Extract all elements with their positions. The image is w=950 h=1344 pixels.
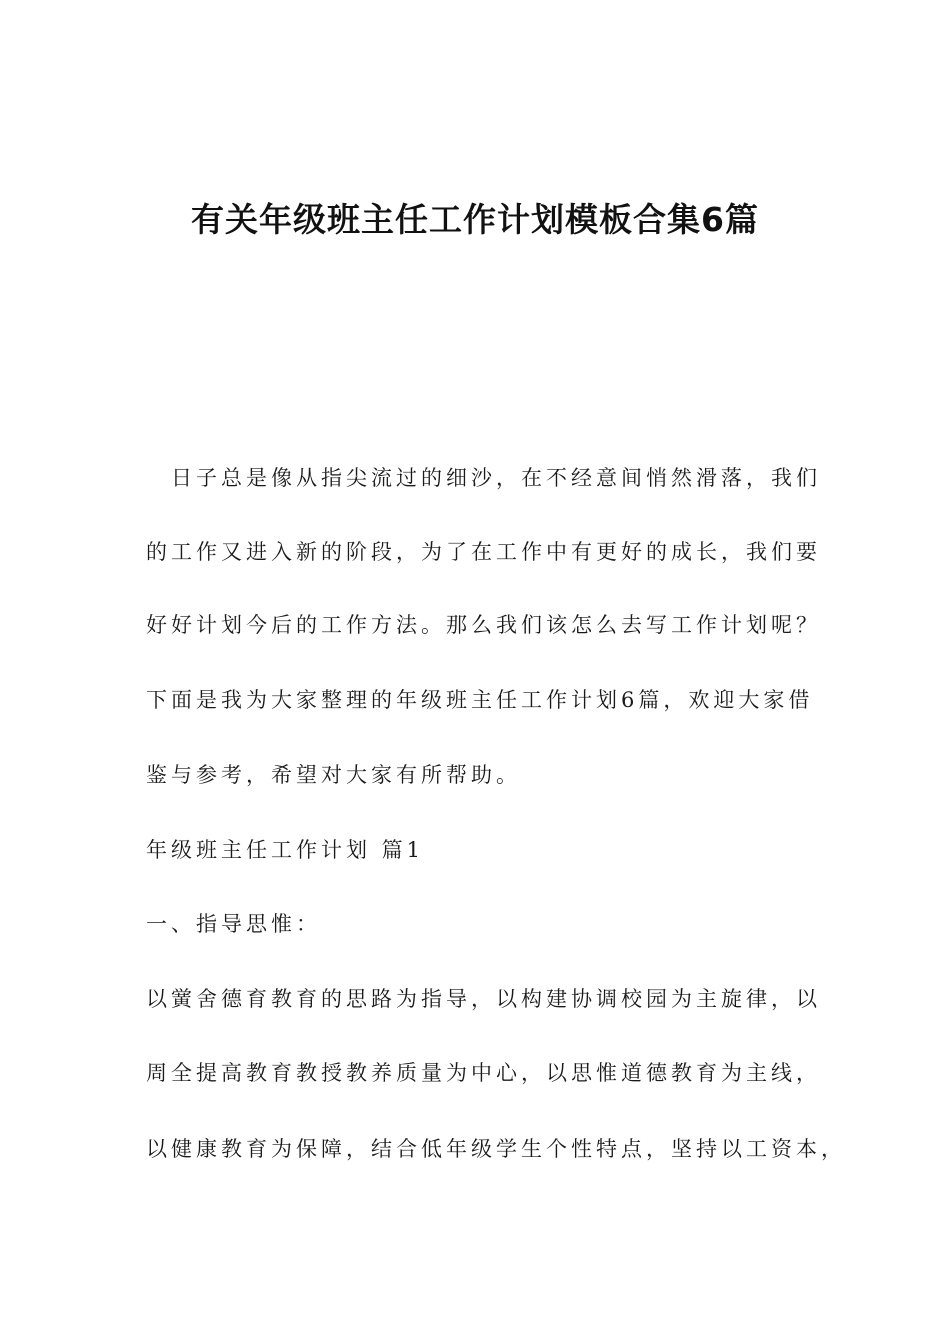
document-title: 有关年级班主任工作计划模板合集6篇 xyxy=(191,200,759,239)
paragraph-line: 周全提高教育教授教养质量为中心，以思惟道德教育为主线， xyxy=(146,1061,821,1085)
subsection-heading: 一、指导思惟： xyxy=(146,912,321,936)
section-heading: 年级班主任工作计划 篇1 xyxy=(146,838,425,862)
paragraph-line: 好好计划今后的工作方法。那么我们该怎么去写工作计划呢？ xyxy=(146,613,821,637)
paragraph-line: 鉴与参考，希望对大家有所帮助。 xyxy=(146,763,521,787)
paragraph-line: 的工作又进入新的阶段，为了在工作中有更好的成长，我们要 xyxy=(146,540,821,564)
paragraph-line: 以黉舍德育教育的思路为指导，以构建协调校园为主旋律，以 xyxy=(146,987,821,1011)
paragraph-line: 日子总是像从指尖流过的细沙，在不经意间悄然滑落，我们 xyxy=(146,466,821,490)
paragraph-line: 下面是我为大家整理的年级班主任工作计划6篇，欢迎大家借 xyxy=(146,688,814,712)
paragraph-line: 以健康教育为保障，结合低年级学生个性特点，坚持以工资本， xyxy=(146,1137,846,1161)
